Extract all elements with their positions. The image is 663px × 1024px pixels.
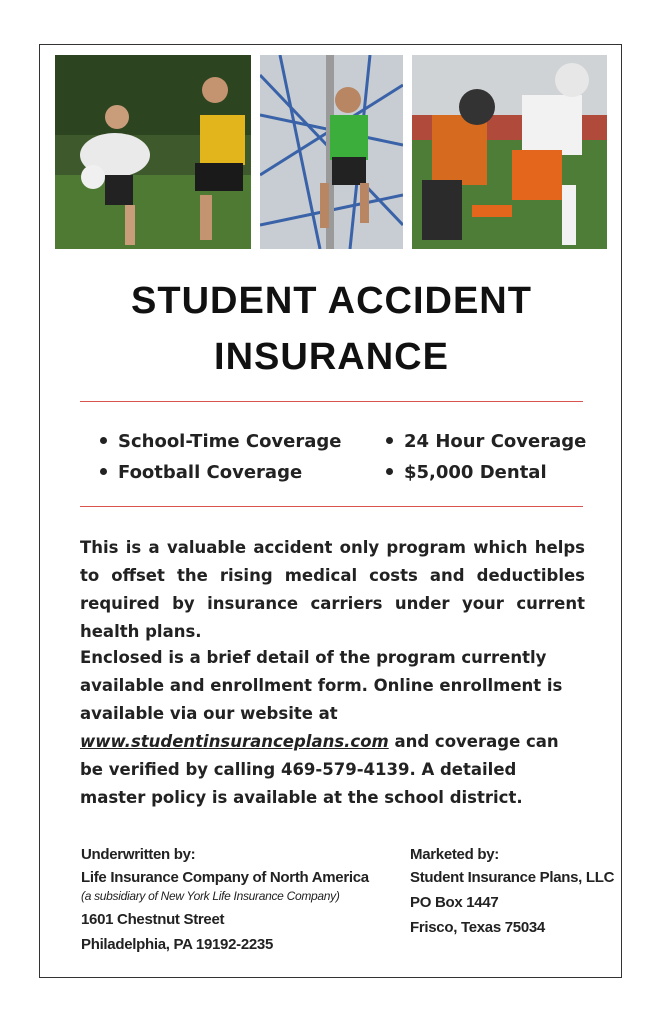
underwriter-street: 1601 Chestnut Street (81, 911, 225, 928)
marketer-company: Student Insurance Plans, LLC (410, 869, 615, 886)
website-link[interactable]: www.studentinsuranceplans.com (80, 732, 389, 751)
underwriter-city: Philadelphia, PA 19192-2235 (81, 936, 273, 953)
bullet-label: $5,000 Dental (404, 462, 547, 483)
enrollment-text-start: Enclosed is a brief detail of the program currently available and enrollment form. Online enrollment is available via our website at (80, 648, 563, 723)
bullet-label: 24 Hour Coverage (404, 431, 587, 452)
soccer-players-photo (55, 55, 251, 249)
bullet-label: Football Coverage (118, 462, 303, 483)
bullet-school-time (100, 431, 342, 452)
child-climbing-photo (260, 55, 403, 249)
underwriter-subsidiary: (a subsidiary of New York Life Insurance Company) (81, 889, 340, 903)
bullet-dot-icon (386, 437, 393, 444)
bullet-dental (386, 462, 547, 483)
bullet-label: School-Time Coverage (118, 431, 342, 452)
bullet-dot-icon (100, 468, 107, 475)
marketer-heading: Marketed by: (410, 846, 499, 863)
football-players-photo (412, 55, 607, 249)
bullet-24-hour (386, 431, 586, 452)
enrollment-text-end: and coverage can be verified by calling 469-579-4139. A detailed master policy is available at the school district. (80, 732, 559, 807)
marketer-po-box: PO Box 1447 (410, 894, 499, 911)
underwriter-company: Life Insurance Company of North America (81, 869, 369, 886)
enrollment-paragraph (80, 644, 585, 812)
marketer-city: Frisco, Texas 75034 (410, 919, 545, 936)
top-divider (80, 401, 583, 402)
underwriter-heading: Underwritten by: (81, 846, 196, 863)
bottom-divider (80, 506, 583, 507)
title-line-1: STUDENT ACCIDENT (131, 280, 532, 322)
title-line-2: INSURANCE (214, 336, 449, 378)
bullet-dot-icon (386, 468, 393, 475)
bullet-football (100, 462, 302, 483)
intro-paragraph: This is a valuable accident only program which helps to offset the rising medical costs and deductibles required by insurance carriers under your current health plans. (80, 538, 585, 641)
bullet-dot-icon (100, 437, 107, 444)
